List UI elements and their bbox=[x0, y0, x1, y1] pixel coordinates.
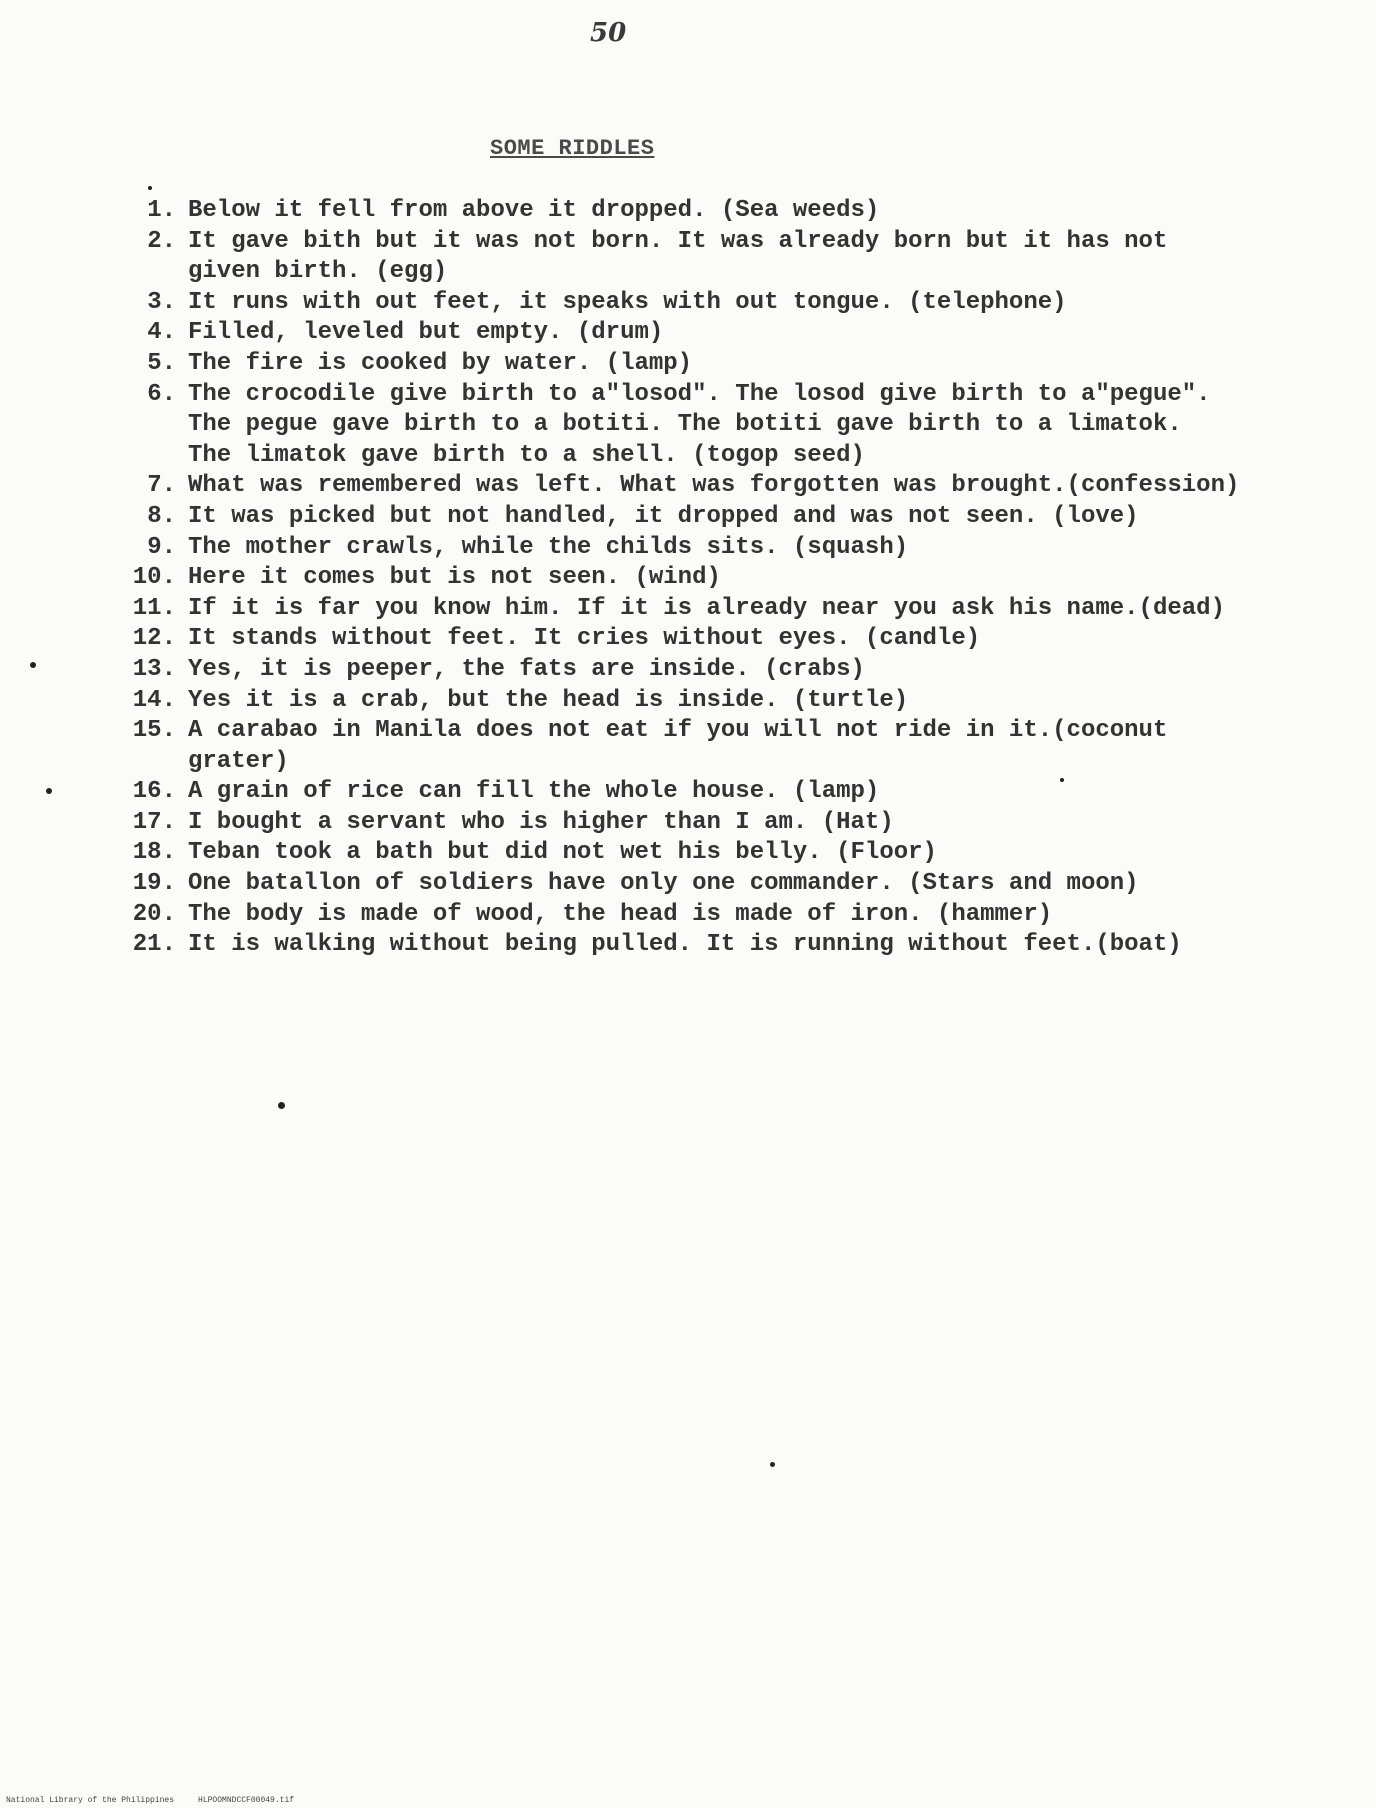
scan-speck bbox=[46, 788, 52, 794]
list-item bbox=[118, 349, 1318, 380]
item-text: Teban took a bath but did not wet his belly. (Floor) bbox=[188, 839, 937, 867]
item-text: It is walking without being pulled. It is running without feet.(boat) bbox=[188, 931, 1182, 959]
item-number: 12. bbox=[132, 625, 176, 653]
scan-speck bbox=[148, 186, 152, 190]
item-number: 20. bbox=[132, 900, 176, 928]
item-number: 4. bbox=[147, 319, 176, 347]
list-item bbox=[118, 930, 1318, 961]
item-text: The fire is cooked by water. (lamp) bbox=[188, 349, 693, 377]
footer-caption: National Library of the Philippines HLPOOMNDCCF00049.tif bbox=[6, 1796, 295, 1805]
item-number: 5. bbox=[147, 349, 176, 377]
item-text: Below it fell from above it dropped. (Sea weeds) bbox=[188, 197, 880, 224]
list-item bbox=[118, 777, 1318, 808]
item-number: 19. bbox=[132, 870, 176, 898]
list-item bbox=[118, 716, 1318, 777]
list-item bbox=[118, 227, 1318, 288]
item-text: It was picked but not handled, it dropped and was not seen. (love) bbox=[188, 502, 1139, 530]
list-item bbox=[118, 594, 1318, 625]
item-text: A grain of rice can fill the whole house. (lamp) bbox=[188, 778, 880, 806]
item-number: 21. bbox=[132, 931, 176, 959]
item-number: 17. bbox=[132, 808, 176, 836]
list-item bbox=[118, 533, 1318, 564]
item-number: 3. bbox=[147, 288, 176, 316]
list-item bbox=[118, 808, 1318, 839]
item-text: It stands without feet. It cries without eyes. (candle) bbox=[188, 625, 981, 653]
list-item bbox=[118, 288, 1318, 319]
page-title: SOME RIDDLES bbox=[490, 136, 655, 161]
item-number: 9. bbox=[147, 533, 176, 561]
item-text: Filled, leveled but empty. (drum) bbox=[188, 319, 664, 347]
riddle-list bbox=[118, 196, 1318, 961]
item-text: Here it comes but is not seen. (wind) bbox=[188, 564, 721, 592]
item-number: 6. bbox=[147, 380, 176, 408]
list-item bbox=[118, 318, 1318, 349]
item-text: What was remembered was left. What was forgotten was brought.(confession) bbox=[188, 472, 1240, 500]
list-item bbox=[118, 900, 1318, 931]
item-text: I bought a servant who is higher than I am. (Hat) bbox=[188, 808, 894, 836]
item-number: 16. bbox=[132, 778, 176, 806]
item-number: 1. bbox=[147, 197, 176, 224]
scan-speck bbox=[30, 662, 36, 668]
page-number: 50 bbox=[590, 18, 627, 48]
list-item bbox=[118, 196, 1318, 227]
scan-speck bbox=[770, 1462, 775, 1467]
item-text: The crocodile give birth to a"losod". The losod give birth to a"pegue". The pegue gave birth to a botiti. The botiti gave birth to a limatok. The limatok gave birth to a shell. (togop seed) bbox=[188, 380, 1211, 469]
item-number: 8. bbox=[147, 502, 176, 530]
item-text: It gave bith but it was not born. It was already born but it has not given birth. (egg) bbox=[188, 227, 1168, 286]
list-item bbox=[118, 380, 1318, 472]
item-number: 7. bbox=[147, 472, 176, 500]
list-item bbox=[118, 563, 1318, 594]
list-item bbox=[118, 471, 1318, 502]
list-item bbox=[118, 838, 1318, 869]
item-number: 11. bbox=[132, 594, 176, 622]
list-item bbox=[118, 655, 1318, 686]
scan-speck bbox=[1060, 778, 1064, 782]
item-text: One batallon of soldiers have only one commander. (Stars and moon) bbox=[188, 870, 1139, 898]
item-text: If it is far you know him. If it is already near you ask his name.(dead) bbox=[188, 594, 1225, 622]
list-item bbox=[118, 869, 1318, 900]
item-number: 2. bbox=[147, 227, 176, 255]
item-text: A carabao in Manila does not eat if you will not ride in it.(coconut grater) bbox=[188, 717, 1168, 775]
scan-speck bbox=[278, 1102, 285, 1109]
list-item bbox=[118, 502, 1318, 533]
item-text: It runs with out feet, it speaks with out tongue. (telephone) bbox=[188, 288, 1067, 316]
item-text: The mother crawls, while the childs sits. (squash) bbox=[188, 533, 909, 561]
item-number: 13. bbox=[132, 655, 176, 683]
item-number: 18. bbox=[132, 839, 176, 867]
item-number: 14. bbox=[132, 686, 176, 714]
item-number: 15. bbox=[132, 717, 176, 745]
item-text: Yes, it is peeper, the fats are inside. (crabs) bbox=[188, 655, 865, 683]
item-number: 10. bbox=[132, 564, 176, 592]
list-item bbox=[118, 686, 1318, 717]
item-text: The body is made of wood, the head is made of iron. (hammer) bbox=[188, 900, 1053, 928]
item-text: Yes it is a crab, but the head is inside. (turtle) bbox=[188, 686, 909, 714]
list-item bbox=[118, 624, 1318, 655]
